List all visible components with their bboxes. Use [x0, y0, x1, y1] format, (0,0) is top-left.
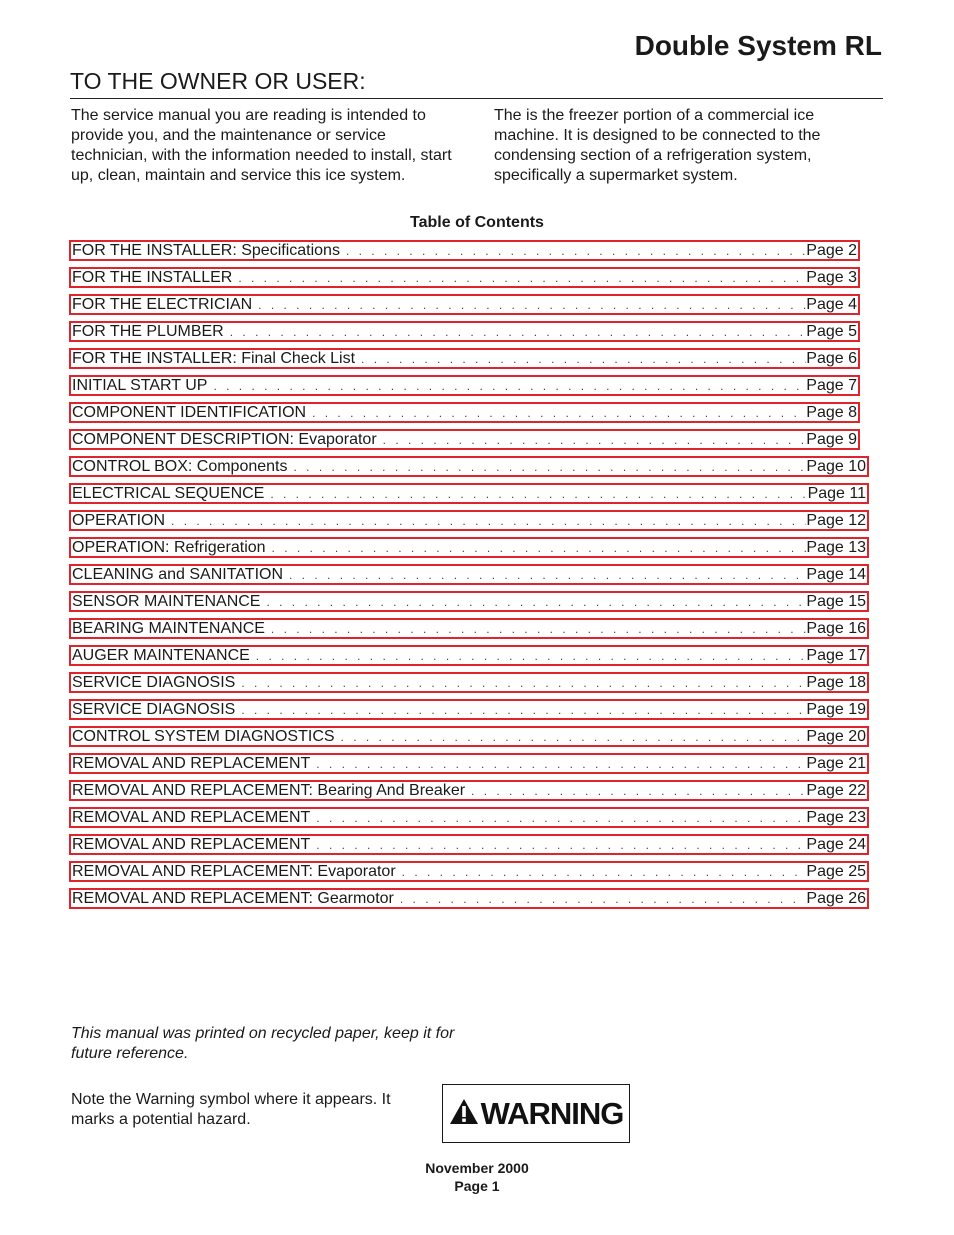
- warning-symbol-note: Note the Warning symbol where it appears. It marks a potential hazard.: [71, 1091, 391, 1128]
- toc-page-number: Page 10: [806, 457, 866, 475]
- toc-entry-label: OPERATION: Refrigeration: [72, 538, 266, 556]
- dot-leader: [250, 649, 807, 663]
- toc-entry-label: CLEANING and SANITATION: [72, 565, 284, 583]
- heading-divider: [70, 98, 883, 99]
- toc-page-number: Page 5: [806, 322, 857, 340]
- toc-entry-label: FOR THE INSTALLER: [72, 268, 233, 286]
- toc-entry-label: SERVICE DIAGNOSIS: [72, 700, 236, 718]
- toc-entry-label: FOR THE INSTALLER: Specifications: [72, 241, 340, 259]
- toc-link[interactable]: [69, 591, 869, 612]
- dot-leader: [283, 568, 806, 582]
- toc-link[interactable]: [69, 672, 869, 693]
- toc-page-number: Page 18: [806, 673, 866, 691]
- dot-leader: [340, 244, 806, 258]
- dot-leader: [235, 676, 806, 690]
- toc-page-number: Page 11: [807, 484, 866, 502]
- toc-entry-label: OPERATION: [72, 511, 166, 529]
- toc-entry-label: REMOVAL AND REPLACEMENT: Gearmotor: [72, 889, 394, 907]
- toc-link[interactable]: [69, 402, 860, 423]
- toc-page-number: Page 25: [806, 862, 866, 880]
- toc-page-number: Page 6: [806, 349, 857, 367]
- toc-link[interactable]: [69, 375, 860, 396]
- toc-link[interactable]: [69, 888, 869, 909]
- toc-entry-label: REMOVAL AND REPLACEMENT: Bearing And Breaker: [72, 781, 466, 799]
- dot-leader: [310, 757, 806, 771]
- warning-label: WARNING: [480, 1095, 624, 1131]
- toc-page-number: Page 15: [806, 592, 866, 610]
- toc-entry-label: INITIAL START UP: [72, 376, 208, 394]
- warning-triangle-icon: [449, 1098, 479, 1130]
- toc-entry-label: COMPONENT IDENTIFICATION: [72, 403, 307, 421]
- dot-leader: [355, 352, 806, 366]
- toc-link[interactable]: [69, 456, 869, 477]
- toc-page-number: Page 26: [806, 889, 866, 907]
- dot-leader: [310, 811, 806, 825]
- toc-link[interactable]: [69, 510, 869, 531]
- toc-link[interactable]: [69, 348, 860, 369]
- toc-link[interactable]: [69, 483, 869, 504]
- toc-entry-label: REMOVAL AND REPLACEMENT: Evaporator: [72, 862, 396, 880]
- dot-leader: [306, 406, 806, 420]
- toc-page-number: Page 12: [806, 511, 866, 529]
- dot-leader: [335, 730, 807, 744]
- dot-leader: [264, 487, 807, 501]
- toc-entry-label: REMOVAL AND REPLACEMENT: [72, 835, 311, 853]
- toc-link[interactable]: [69, 618, 869, 639]
- intro-paragraph-right: The is the freezer portion of a commercial ice machine. It is designed to be connected to the condensing section of a refrigeration system, specifically a supermarket system.: [494, 107, 821, 184]
- toc-page-number: Page 21: [806, 754, 866, 772]
- warning-symbol: [442, 1084, 630, 1143]
- dot-leader: [310, 838, 806, 852]
- toc-page-number: Page 8: [806, 403, 857, 421]
- toc-entry-label: REMOVAL AND REPLACEMENT: [72, 754, 311, 772]
- toc-entry-label: SENSOR MAINTENANCE: [72, 592, 261, 610]
- dot-leader: [165, 514, 806, 528]
- toc-page-number: Page 17: [806, 646, 866, 664]
- toc-entry-label: AUGER MAINTENANCE: [72, 646, 250, 664]
- toc-entry-label: BEARING MAINTENANCE: [72, 619, 265, 637]
- toc-title: Table of Contents: [410, 214, 544, 231]
- dot-leader: [266, 541, 807, 555]
- section-heading: TO THE OWNER OR USER:: [70, 68, 366, 94]
- toc-link[interactable]: [69, 321, 860, 342]
- toc-link[interactable]: [69, 267, 860, 288]
- dot-leader: [287, 460, 806, 474]
- toc-entry-label: CONTROL SYSTEM DIAGNOSTICS: [72, 727, 335, 745]
- toc-page-number: Page 22: [806, 781, 866, 799]
- toc-page-number: Page 19: [806, 700, 866, 718]
- recycled-paper-note: This manual was printed on recycled paper, keep it for future reference.: [71, 1025, 455, 1062]
- toc-link[interactable]: [69, 429, 860, 450]
- toc-page-number: Page 16: [806, 619, 866, 637]
- toc-page-number: Page 4: [806, 295, 857, 313]
- dot-leader: [207, 379, 806, 393]
- toc-entry-label: SERVICE DIAGNOSIS: [72, 673, 236, 691]
- toc-link[interactable]: [69, 753, 869, 774]
- dot-leader: [377, 433, 807, 447]
- toc-entry-label: COMPONENT DESCRIPTION: Evaporator: [72, 430, 377, 448]
- toc-page-number: Page 2: [806, 241, 857, 259]
- toc-entry-label: ELECTRICAL SEQUENCE: [72, 484, 265, 502]
- toc-entry-label: FOR THE ELECTRICIAN: [72, 295, 253, 313]
- dot-leader: [465, 784, 806, 798]
- toc-link[interactable]: [69, 294, 860, 315]
- toc-link[interactable]: [69, 240, 860, 261]
- page-footer: [0, 1159, 954, 1195]
- document-title: Double System RL: [634, 30, 882, 61]
- toc-link[interactable]: [69, 807, 869, 828]
- toc-page-number: Page 3: [806, 268, 857, 286]
- dot-leader: [396, 865, 807, 879]
- toc-entry-label: FOR THE INSTALLER: Final Check List: [72, 349, 356, 367]
- toc-link[interactable]: [69, 699, 869, 720]
- toc-page-number: Page 24: [806, 835, 866, 853]
- toc-entry-label: REMOVAL AND REPLACEMENT: [72, 808, 311, 826]
- toc-page-number: Page 14: [806, 565, 866, 583]
- toc-page-number: Page 23: [806, 808, 866, 826]
- toc-link[interactable]: [69, 834, 869, 855]
- footer-page-number: Page 1: [454, 1178, 500, 1194]
- toc-page-number: Page 9: [806, 430, 857, 448]
- toc-page-number: Page 7: [806, 376, 857, 394]
- toc-link[interactable]: [69, 564, 869, 585]
- footer-date: November 2000: [425, 1160, 529, 1176]
- toc-entry-label: FOR THE PLUMBER: [72, 322, 224, 340]
- toc-link[interactable]: [69, 780, 869, 801]
- dot-leader: [394, 892, 807, 906]
- dot-leader: [235, 703, 806, 717]
- toc-link[interactable]: [69, 726, 869, 747]
- toc-page-number: Page 20: [806, 727, 866, 745]
- dot-leader: [252, 298, 806, 312]
- intro-paragraph-left: The service manual you are reading is intended to provide you, and the maintenance or service technician, with the information needed to install, start up, clean, maintain and service this ice system.: [71, 107, 452, 184]
- toc-link[interactable]: [69, 537, 869, 558]
- toc-link[interactable]: [69, 645, 869, 666]
- toc-page-number: Page 13: [806, 538, 866, 556]
- dot-leader: [265, 622, 806, 636]
- dot-leader: [224, 325, 807, 339]
- toc-entry-label: CONTROL BOX: Components: [72, 457, 288, 475]
- toc-link[interactable]: [69, 861, 869, 882]
- dot-leader: [260, 595, 806, 609]
- table-of-contents: [69, 240, 869, 915]
- dot-leader: [232, 271, 806, 285]
